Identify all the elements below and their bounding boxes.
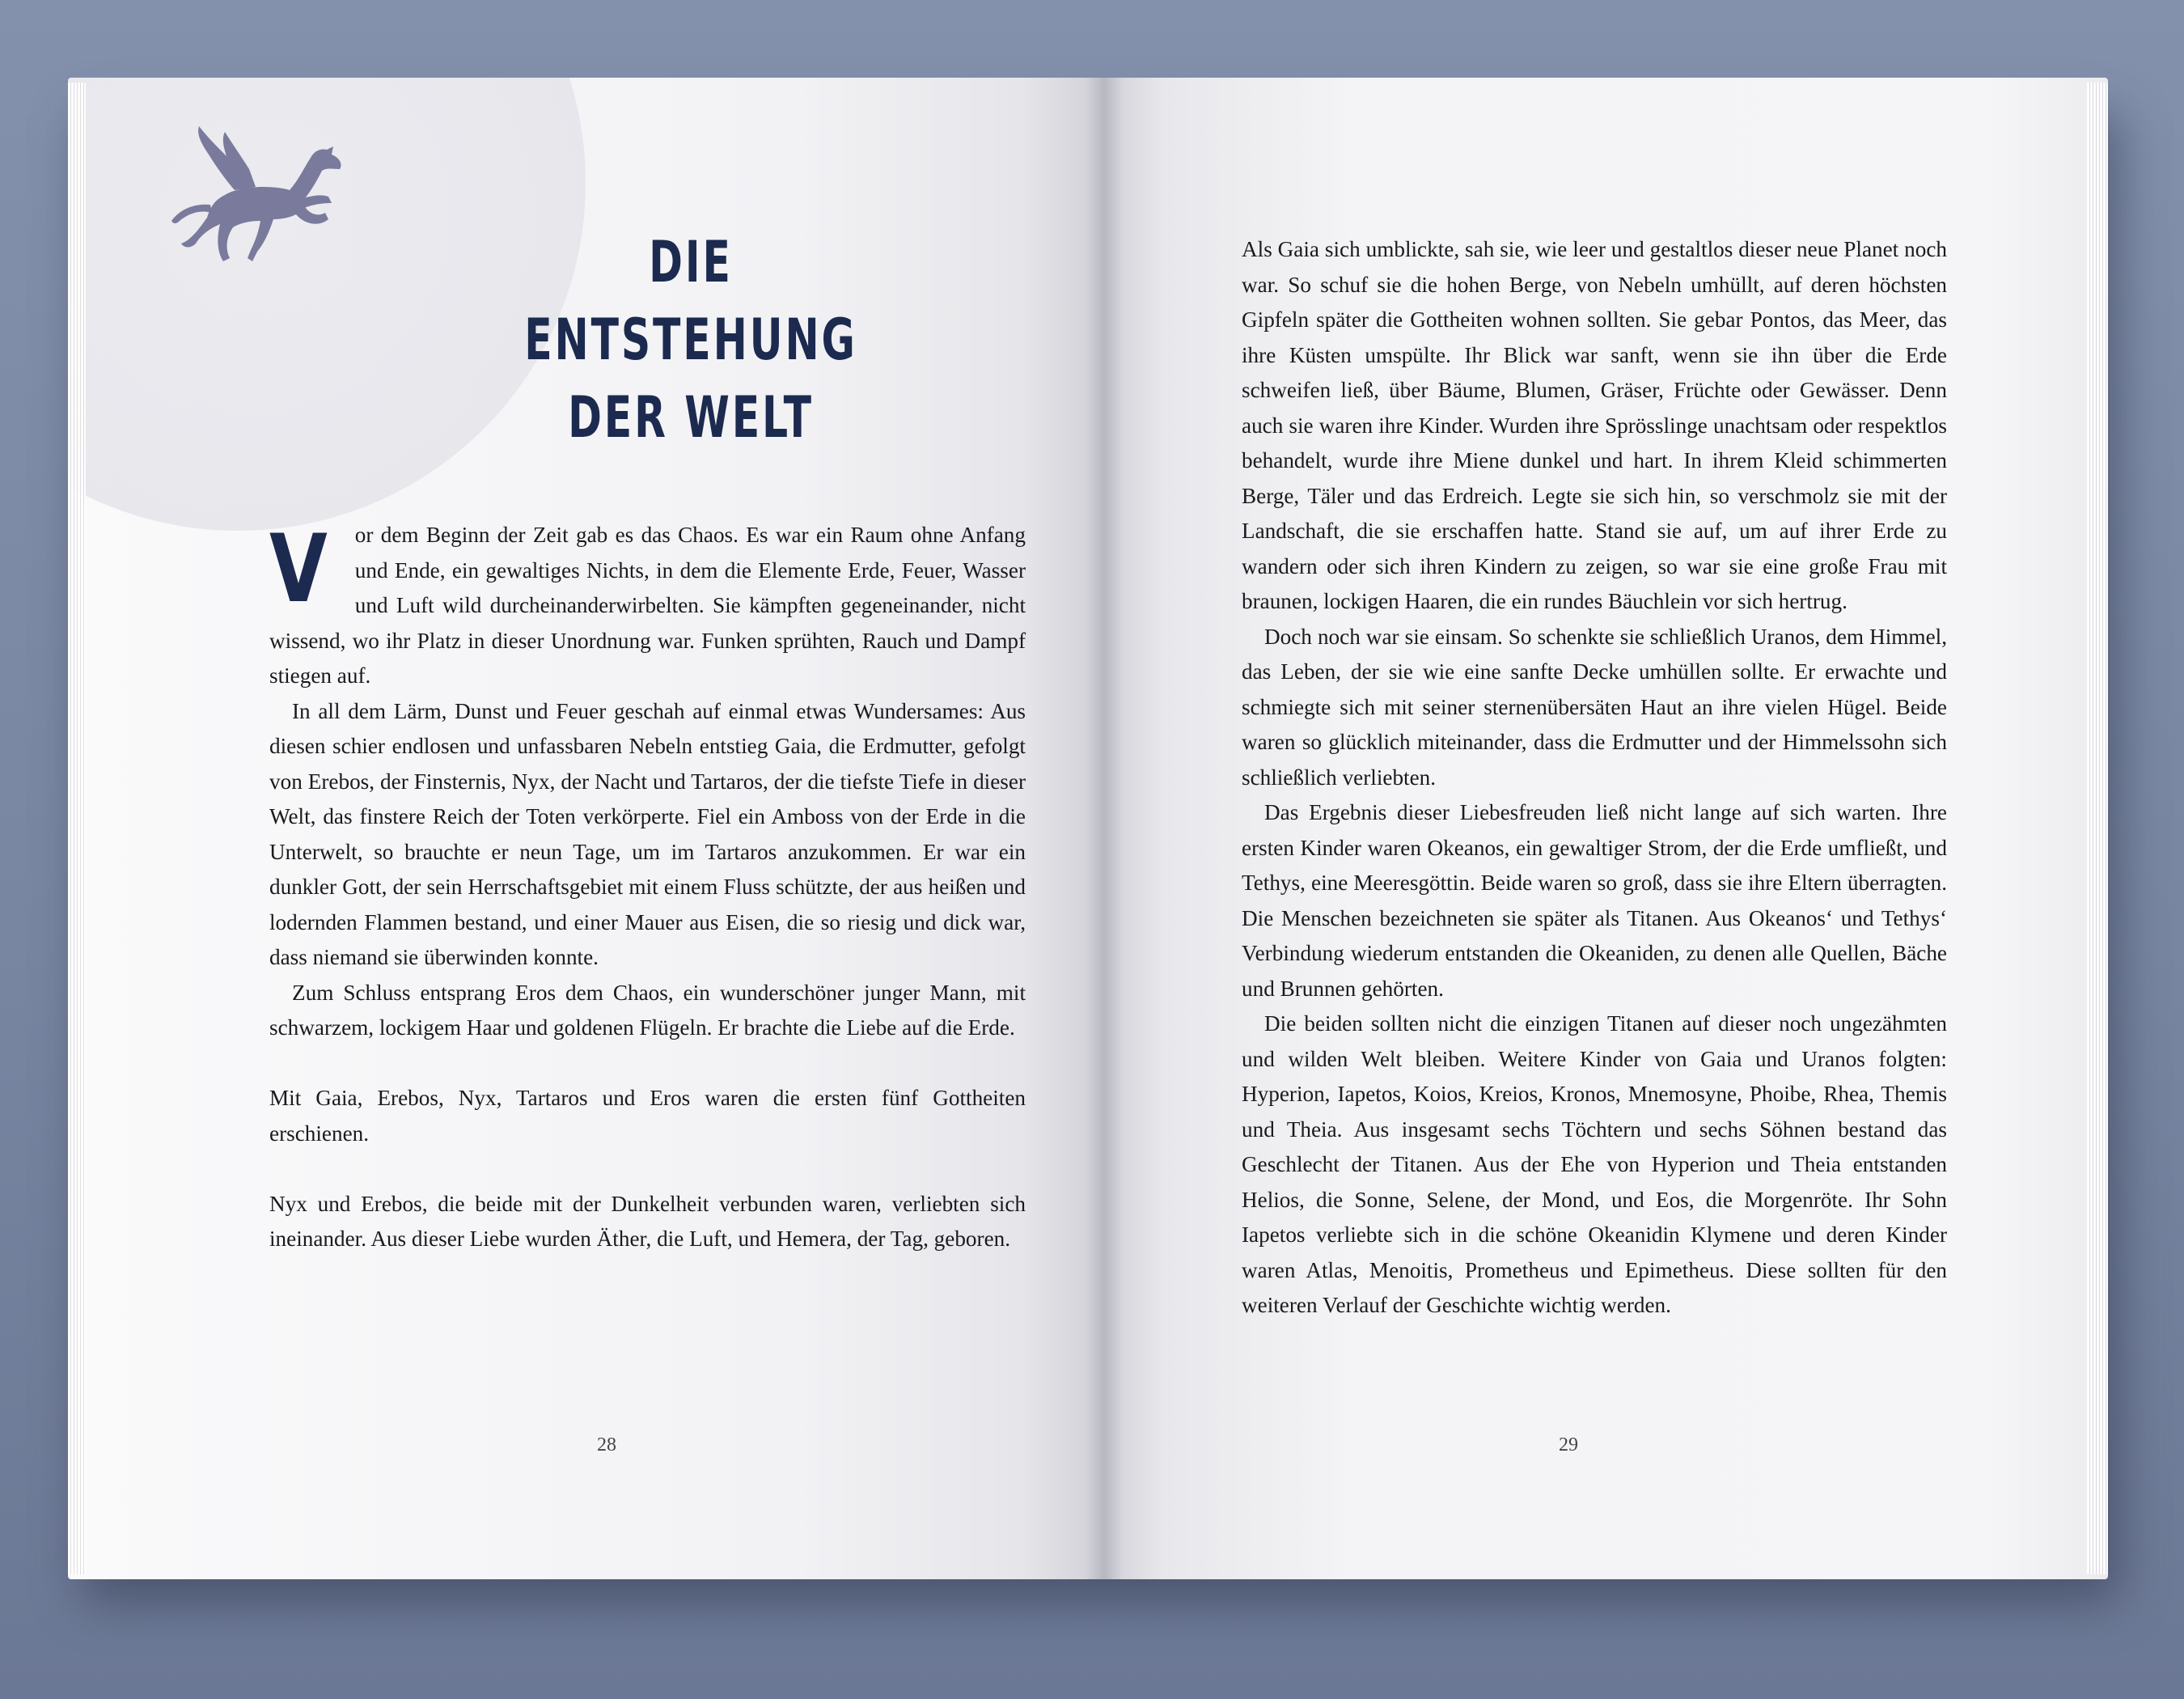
paragraph	[269, 515, 1026, 694]
paragraph: Als Gaia sich umblickte, sah sie, wie leer und gestaltlos dieser neue Planet noch war. So schuf sie die hohen Berge, von Nebeln umhüllt, auf deren höchsten Gipfeln später die Gottheiten wohnen sollten. Sie gebar Pontos, das Meer, das ihre Küsten umspülte. Ihr Blick war sanft, wenn sie ihn über die Erde schweifen ließ, über Bäume, Blumen, Gräser, Früchte oder Gewässer. Denn auch sie waren ihre Kinder. Wurden ihre Sprösslinge unachtsam oder respektlos behandelt, wurde ihre Miene dunkel und hart. In ihrem Kleid schimmerten Berge, Täler und das Erdreich. Legte sie sich hin, so verschmolz sie mit der Landschaft, die sie erschaffen hatte. Stand sie auf, um auf ihrer Erde zu wandern oder sich ihren Kindern zu zeigen, so war sie eine große Frau mit braunen, lockigen Haaren, die ein rundes Bäuchlein vor sich hertrug.	[1242, 237, 1947, 613]
right-page-body	[1242, 232, 1947, 1324]
chapter-title-line-1: DIE	[649, 229, 733, 295]
left-page-body	[269, 515, 1026, 1257]
paragraph: Nyx und Erebos, die beide mit der Dunkelheit verbunden waren, verliebten sich ineinander. Aus dieser Liebe wurden Äther, die Luft, und Hemera, der Tag, geboren.	[269, 1191, 1026, 1251]
page-edges-left	[68, 83, 86, 1574]
page-edges-right	[2087, 83, 2108, 1574]
chapter-title-line-3: DER WELT	[568, 384, 814, 451]
page-number-left: 28	[597, 1434, 616, 1455]
paragraph: Die beiden sollten nicht die einzigen Titanen auf dieser noch ungezähmten und wilden Welt bleiben. Weitere Kinder von Gaia und Uranos folgten: Hyperion, Iapetos, Koios, Kreios, Kronos, Mnemosyne, Phoibe, Rhea, Themis und Theia. Aus insgesamt sechs Töchtern und sechs Söhnen bestand das Geschlecht der Titanen. Aus der Ehe von Hyperion und Theia entstanden Helios, die Sonne, Selene, der Mond, und Eos, die Morgenröte. Ihr Sohn Iapetos verliebte sich in die schöne Okeanidin Klymene und deren Kinder waren Atlas, Menoitis, Prometheus und Epimetheus. Diese sollten für den weiteren Verlauf der Geschichte wichtig werden.	[1242, 1011, 1947, 1317]
paragraph: Das Ergebnis dieser Liebesfreuden ließ nicht lange auf sich warten. Ihre ersten Kinder waren Okeanos, ein gewaltiger Strom, der die Erde umfließt, und Tethys, eine Meeresgöttin. Beide waren so groß, dass sie ihre Eltern überragten. Die Menschen bezeichneten sie später als Titanen. Aus Okeanos‘ und Tethys‘ Verbindung wiederum entstanden die Okeaniden, zu denen alle Quellen, Bäche und Brunnen gehörten.	[1242, 800, 1947, 1001]
paragraph: Mit Gaia, Erebos, Nyx, Tartaros und Eros waren die ersten fünf Gottheiten erschienen.	[269, 1086, 1026, 1146]
left-page	[68, 78, 1104, 1579]
book-spine	[1086, 78, 1123, 1579]
chapter-title	[469, 223, 912, 456]
chapter-title-line-2: ENTSTEHUNG	[524, 307, 857, 373]
drop-cap: V	[269, 515, 328, 624]
paragraph: Zum Schluss entsprang Eros dem Chaos, ein wunderschöner junger Mann, mit schwarzem, lockigem Haar und goldenen Flügeln. Er brachte die Liebe auf die Erde.	[269, 980, 1026, 1040]
paragraph: Doch noch war sie einsam. So schenkte sie schließlich Uranos, dem Himmel, das Leben, der sie wie eine sanfte Decke umhüllen sollte. Er erwachte und schmiegte sich mit seiner sternenübersäten Haut an ihre vielen Hügel. Beide waren so glücklich miteinander, dass die Erdmutter und der Himmelssohn sich schließlich verliebten.	[1242, 624, 1947, 790]
pegasus-icon	[160, 122, 362, 276]
page-number-right: 29	[1559, 1434, 1578, 1455]
paragraph-text: or dem Beginn der Zeit gab es das Chaos. Es war ein Raum ohne Anfang und Ende, ein gewaltiges Nichts, in dem die Elemente Erde, Feuer, Wasser und Luft wild durcheinanderwirbelten. Sie kämpften gegeneinander, nicht wissend, wo ihr Platz in dieser Unordnung war. Funken sprühten, Rauch und Dampf stiegen auf.	[269, 523, 1026, 688]
open-book	[68, 78, 2108, 1579]
paragraph: In all dem Lärm, Dunst und Feuer geschah auf einmal etwas Wundersames: Aus diesen schier endlosen und unfassbaren Nebeln entstieg Gaia, die Erdmutter, gefolgt von Erebos, der Finsternis, Nyx, der Nacht und Tartaros, der die tiefste Tiefe in dieser Welt, das finstere Reich der Toten verkörperte. Fiel ein Amboss von der Erde in die Unterwelt, so brauchte er neun Tage, um im Tartaros anzukommen. Er war ein dunkler Gott, der sein Herrschaftsgebiet mit einem Fluss schützte, der aus heißen und lodernden Flammen bestand, und einer Mauer aus Eisen, die so riesig und dick war, dass niemand sie überwinden konnte.	[269, 698, 1026, 969]
